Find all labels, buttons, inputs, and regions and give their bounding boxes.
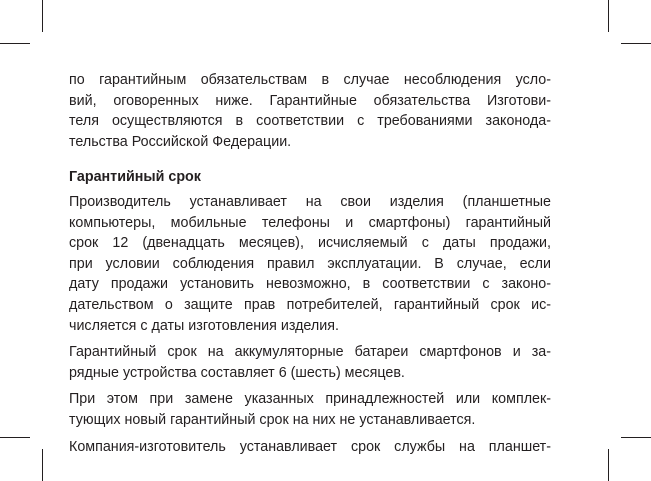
crop-mark-top-left-vertical	[42, 0, 43, 32]
crop-mark-bottom-right-horizontal	[621, 437, 651, 438]
text-line: вий, оговоренных ниже. Гарантийные обязательства Изготови-	[69, 92, 551, 109]
crop-mark-bottom-left-horizontal	[0, 437, 30, 438]
crop-mark-top-right-horizontal	[621, 43, 651, 44]
text-line: компьютеры, мобильные телефоны и смартфоны) гарантийный	[69, 214, 551, 231]
text-line: по гарантийным обязательствам в случае несоблюдения усло-	[69, 72, 551, 88]
intro-paragraph	[69, 70, 551, 152]
text-line: дату продажи установить невозможно, в соответствии с законо-	[69, 276, 551, 293]
text-line: При этом при замене указанных принадлежностей или комплек-	[69, 391, 551, 408]
text-line: рядные устройства составляет 6 (шесть) месяцев.	[69, 364, 405, 381]
crop-mark-bottom-left-vertical	[42, 449, 43, 481]
crop-mark-top-left-horizontal	[0, 43, 30, 44]
text-line: тельства Российской Федерации.	[69, 133, 292, 150]
battery-paragraph	[69, 342, 551, 383]
text-line: при условии соблюдения правил эксплуатации. В случае, если	[69, 255, 551, 272]
text-line: теля осуществляются в соответствии с требованиями законода-	[69, 113, 551, 130]
text-line: срок 12 (двенадцать месяцев), исчисляемый с даты продажи,	[69, 235, 551, 252]
text-line: Гарантийный срок на аккумуляторные батареи смартфонов и за-	[69, 344, 551, 361]
crop-mark-bottom-right-vertical	[608, 449, 609, 481]
section-heading: Гарантийный срок	[69, 169, 201, 186]
replacement-paragraph	[69, 389, 551, 430]
text-line: числяется с даты изготовления изделия.	[69, 317, 339, 334]
text-line: Компания-изготовитель устанавливает срок службы на планшет-	[69, 438, 551, 455]
document-body	[69, 70, 551, 457]
warranty-paragraph	[69, 192, 551, 336]
service-life-paragraph	[69, 437, 551, 458]
text-line: Производитель устанавливает на свои изделия (планшетные	[69, 193, 551, 210]
text-line: тующих новый гарантийный срок на них не устанавливается.	[69, 411, 476, 428]
text-line: дательством о защите прав потребителей, гарантийный срок ис-	[69, 296, 551, 313]
crop-mark-top-right-vertical	[608, 0, 609, 32]
